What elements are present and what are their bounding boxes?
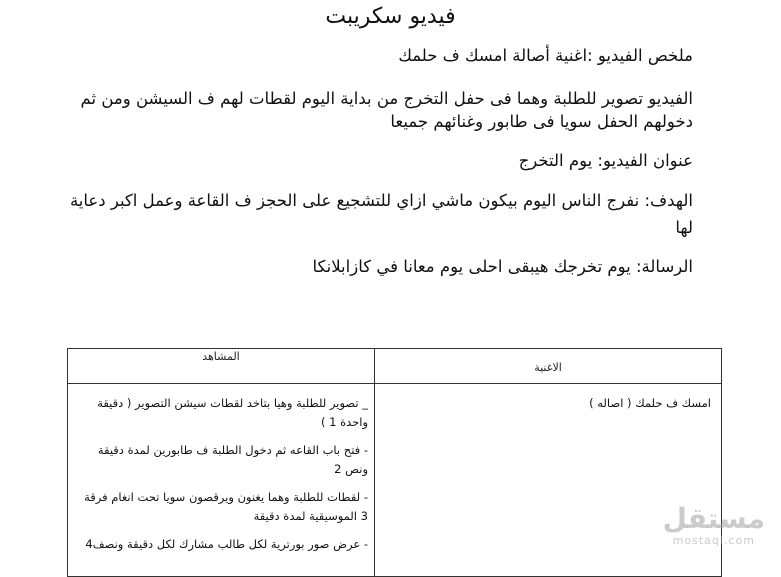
table-header-row bbox=[68, 349, 722, 384]
table-row bbox=[68, 384, 722, 577]
scene-item-4: - عرض صور بورترية لكل طالب مشارك لكل دقيقة ونصف4 bbox=[85, 537, 368, 551]
video-name: عنوان الفيديو: يوم التخرج bbox=[518, 151, 693, 170]
song-cell: امسك ف حلمك ( اصاله ) bbox=[375, 384, 722, 577]
scenes-header: المشاهد bbox=[68, 349, 375, 384]
scenes-table bbox=[67, 348, 722, 577]
video-summary: ملخص الفيديو :اغنية أصالة امسك ف حلمك bbox=[398, 46, 693, 65]
song-header: الاغنية bbox=[375, 349, 722, 384]
video-goal: الهدف: نفرج الناس اليوم بيكون ماشي ازاي للتشجيع على الحجز ف القاعة وعمل اكبر دعاية لها bbox=[69, 191, 693, 237]
scene-item-3: - لقطات للطلبة وهما يغنون ويرقصون سويا تحت انغام فرقة 3 الموسيقية لمدة دقيقة bbox=[84, 490, 368, 523]
watermark-url: mostaql.com bbox=[672, 534, 755, 547]
watermark-logo: مستقل bbox=[662, 502, 765, 535]
scene-item-1: _ تصوير للطلبة وهيا بتاخد لقطات سيشن التصوير ( دقيقة واحدة 1 ) bbox=[97, 396, 368, 429]
document-title: فيديو سكريبت bbox=[325, 4, 456, 29]
video-description: الفيديو تصوير للطلبة وهما فى حفل التخرج من بداية اليوم لقطات لهم ف السيشن ومن ثم دخولهم الحفل سويا فى طابور وغنائهم جميعا bbox=[80, 89, 693, 131]
scenes-cell bbox=[68, 384, 375, 577]
watermark bbox=[663, 504, 765, 547]
video-message: الرسالة: يوم تخرجك هيبقى احلى يوم معانا في كازابلانكا bbox=[312, 257, 693, 276]
scene-item-2: - فتح باب القاعه ثم دخول الطلبة ف طابورين لمدة دقيقة ونص 2 bbox=[97, 443, 368, 476]
